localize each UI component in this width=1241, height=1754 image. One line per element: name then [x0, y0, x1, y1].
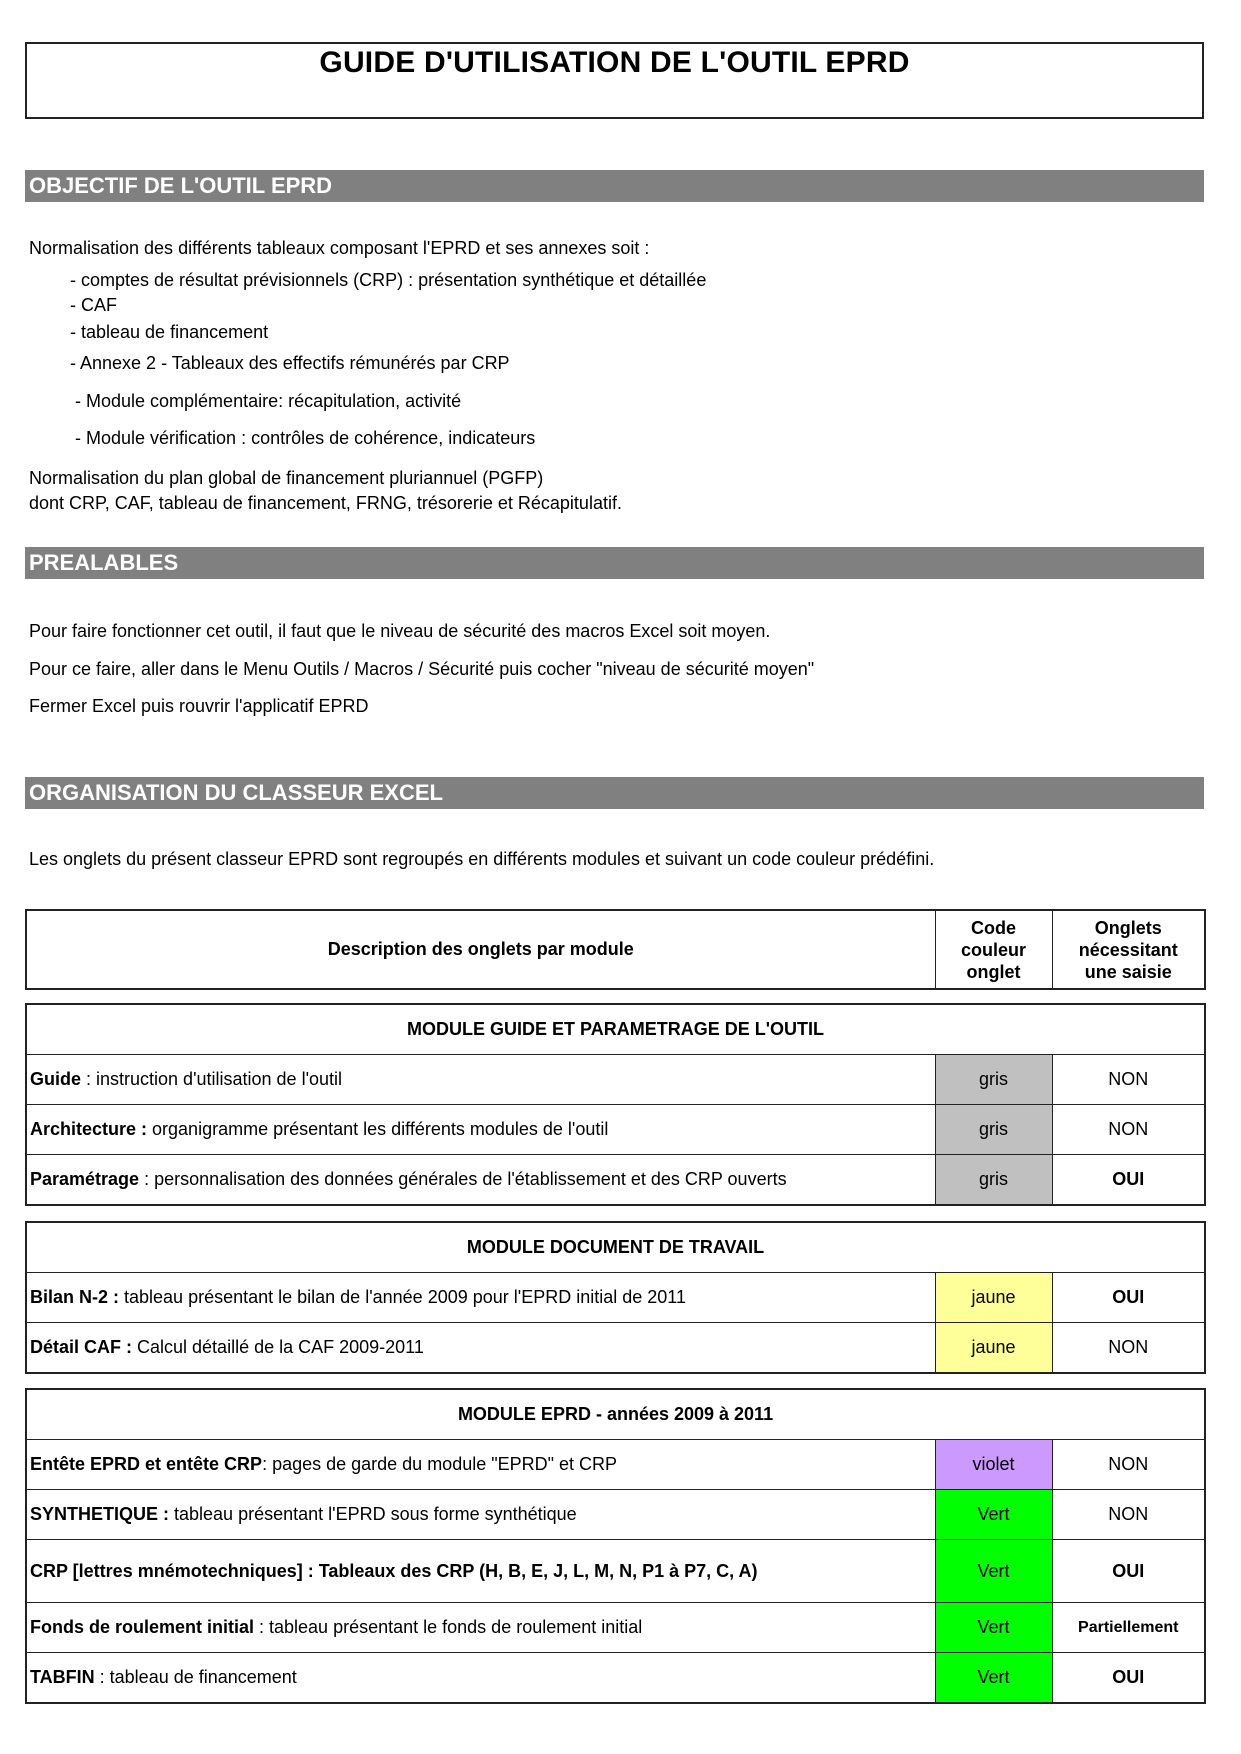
objectif-item: - Annexe 2 - Tableaux des effectifs rémunérés par CRP: [70, 353, 510, 373]
onglets-table-header: [25, 909, 1206, 990]
sheet-name: Guide: [30, 1069, 82, 1089]
color-code-cell: violet: [935, 1440, 1052, 1490]
sheet-name: Bilan N-2 :: [30, 1287, 120, 1307]
sheet-name: Entête EPRD et entête CRP: [30, 1454, 263, 1474]
title-box: [25, 42, 1204, 119]
table-row: [26, 1603, 1205, 1653]
header-saisie-line: nécessitant: [1078, 939, 1178, 960]
sheet-desc: : personnalisation des données générales de l'établissement et des CRP ouverts: [139, 1169, 787, 1189]
table-row: [26, 1490, 1205, 1540]
sheet-desc: : tableau présentant le fonds de roulement initial: [254, 1617, 643, 1637]
table-row: [26, 1540, 1205, 1603]
sheet-desc: tableau présentant l'EPRD sous forme synthétique: [169, 1504, 577, 1524]
section-heading-organisation: ORGANISATION DU CLASSEUR EXCEL: [25, 777, 1204, 809]
header-saisie: [1052, 910, 1205, 989]
sheet-name: Fonds de roulement initial: [30, 1617, 255, 1637]
pgfp-line-1: Normalisation du plan global de financement pluriannuel (PGFP): [29, 468, 544, 488]
row-description: [26, 1155, 935, 1206]
sheet-name: TABFIN: [30, 1667, 95, 1687]
objectif-item: - comptes de résultat prévisionnels (CRP) : présentation synthétique et détaillée: [70, 270, 707, 290]
sheet-desc: organigramme présentant les différents modules de l'outil: [147, 1119, 609, 1139]
header-description: Description des onglets par module: [26, 910, 935, 989]
saisie-cell: OUI: [1052, 1273, 1205, 1323]
row-description: [26, 1055, 935, 1105]
row-description: [26, 1490, 935, 1540]
header-saisie-line: une saisie: [1084, 961, 1172, 982]
color-code-cell: gris: [935, 1105, 1052, 1155]
row-description: [26, 1540, 935, 1603]
module-title: MODULE EPRD - années 2009 à 2011: [26, 1389, 1205, 1440]
table-row: [26, 1653, 1205, 1704]
color-code-cell: Vert: [935, 1490, 1052, 1540]
saisie-cell: NON: [1052, 1323, 1205, 1374]
row-description: [26, 1440, 935, 1490]
header-code-line: couleur: [960, 939, 1026, 960]
organisation-intro: Les onglets du présent classeur EPRD sont regroupés en différents modules et suivant un code couleur prédéfini.: [29, 849, 935, 869]
sheet-desc: Calcul détaillé de la CAF 2009-2011: [132, 1337, 424, 1357]
sheet-name: Paramétrage: [30, 1169, 140, 1189]
pgfp-line-2: dont CRP, CAF, tableau de financement, FRNG, trésorerie et Récapitulatif.: [29, 493, 622, 513]
color-code-cell: jaune: [935, 1273, 1052, 1323]
saisie-cell: OUI: [1052, 1653, 1205, 1704]
row-description: [26, 1273, 935, 1323]
header-code-line: Code: [971, 917, 1016, 938]
saisie-cell: NON: [1052, 1440, 1205, 1490]
objectif-item: - Module complémentaire: récapitulation, activité: [75, 391, 462, 411]
prealables-line: Pour faire fonctionner cet outil, il faut que le niveau de sécurité des macros Excel soit moyen.: [29, 621, 771, 641]
sheet-name: Architecture :: [30, 1119, 148, 1139]
row-description: [26, 1653, 935, 1704]
saisie-cell: NON: [1052, 1055, 1205, 1105]
table-row: [26, 1440, 1205, 1490]
row-description: [26, 1603, 935, 1653]
color-code-cell: Vert: [935, 1653, 1052, 1704]
section-heading-objectif: OBJECTIF DE L'OUTIL EPRD: [25, 170, 1204, 202]
header-saisie-line: Onglets: [1094, 917, 1162, 938]
saisie-cell: Partiellement: [1052, 1603, 1205, 1653]
objectif-item: - CAF: [70, 295, 117, 315]
saisie-cell: NON: [1052, 1105, 1205, 1155]
table-row: [26, 1155, 1205, 1206]
sheet-desc: tableau présentant le bilan de l'année 2009 pour l'EPRD initial de 2011: [119, 1287, 686, 1307]
color-code-cell: Vert: [935, 1603, 1052, 1653]
objectif-intro: Normalisation des différents tableaux composant l'EPRD et ses annexes soit :: [29, 238, 650, 258]
sheet-desc: : tableau de financement: [94, 1667, 297, 1687]
module-title: MODULE DOCUMENT DE TRAVAIL: [26, 1222, 1205, 1273]
sheet-desc: : instruction d'utilisation de l'outil: [81, 1069, 343, 1089]
row-description: [26, 1323, 935, 1374]
prealables-line: Fermer Excel puis rouvrir l'applicatif EPRD: [29, 696, 369, 716]
row-description: [26, 1105, 935, 1155]
objectif-item: - Module vérification : contrôles de cohérence, indicateurs: [75, 428, 536, 448]
sheet-desc: : pages de garde du module "EPRD" et CRP: [262, 1454, 618, 1474]
objectif-item: - tableau de financement: [70, 322, 269, 342]
module-title: MODULE GUIDE ET PARAMETRAGE DE L'OUTIL: [26, 1004, 1205, 1055]
sheet-name: Détail CAF :: [30, 1337, 133, 1357]
prealables-line: Pour ce faire, aller dans le Menu Outils / Macros / Sécurité puis cocher "niveau de sécurité moyen": [29, 659, 815, 679]
table-row: [26, 1323, 1205, 1374]
section-heading-prealables: PREALABLES: [25, 547, 1204, 579]
saisie-cell: OUI: [1052, 1155, 1205, 1206]
color-code-cell: gris: [935, 1055, 1052, 1105]
page-title: GUIDE D'UTILISATION DE L'OUTIL EPRD: [319, 46, 910, 79]
saisie-cell: NON: [1052, 1490, 1205, 1540]
module-guide-table: [25, 1003, 1206, 1206]
color-code-cell: gris: [935, 1155, 1052, 1206]
color-code-cell: Vert: [935, 1540, 1052, 1603]
module-document-travail-table: [25, 1221, 1206, 1374]
sheet-name: CRP [lettres mnémotechniques] : Tableaux des CRP (H, B, E, J, L, M, N, P1 à P7, C, A): [30, 1560, 758, 1581]
header-code-couleur: [935, 910, 1052, 989]
table-row: [26, 1055, 1205, 1105]
saisie-cell: OUI: [1052, 1540, 1205, 1603]
header-code-line: onglet: [966, 961, 1021, 982]
color-code-cell: jaune: [935, 1323, 1052, 1374]
sheet-name: SYNTHETIQUE :: [30, 1504, 170, 1524]
table-row: [26, 1273, 1205, 1323]
module-eprd-table: [25, 1388, 1206, 1704]
table-row: [26, 1105, 1205, 1155]
